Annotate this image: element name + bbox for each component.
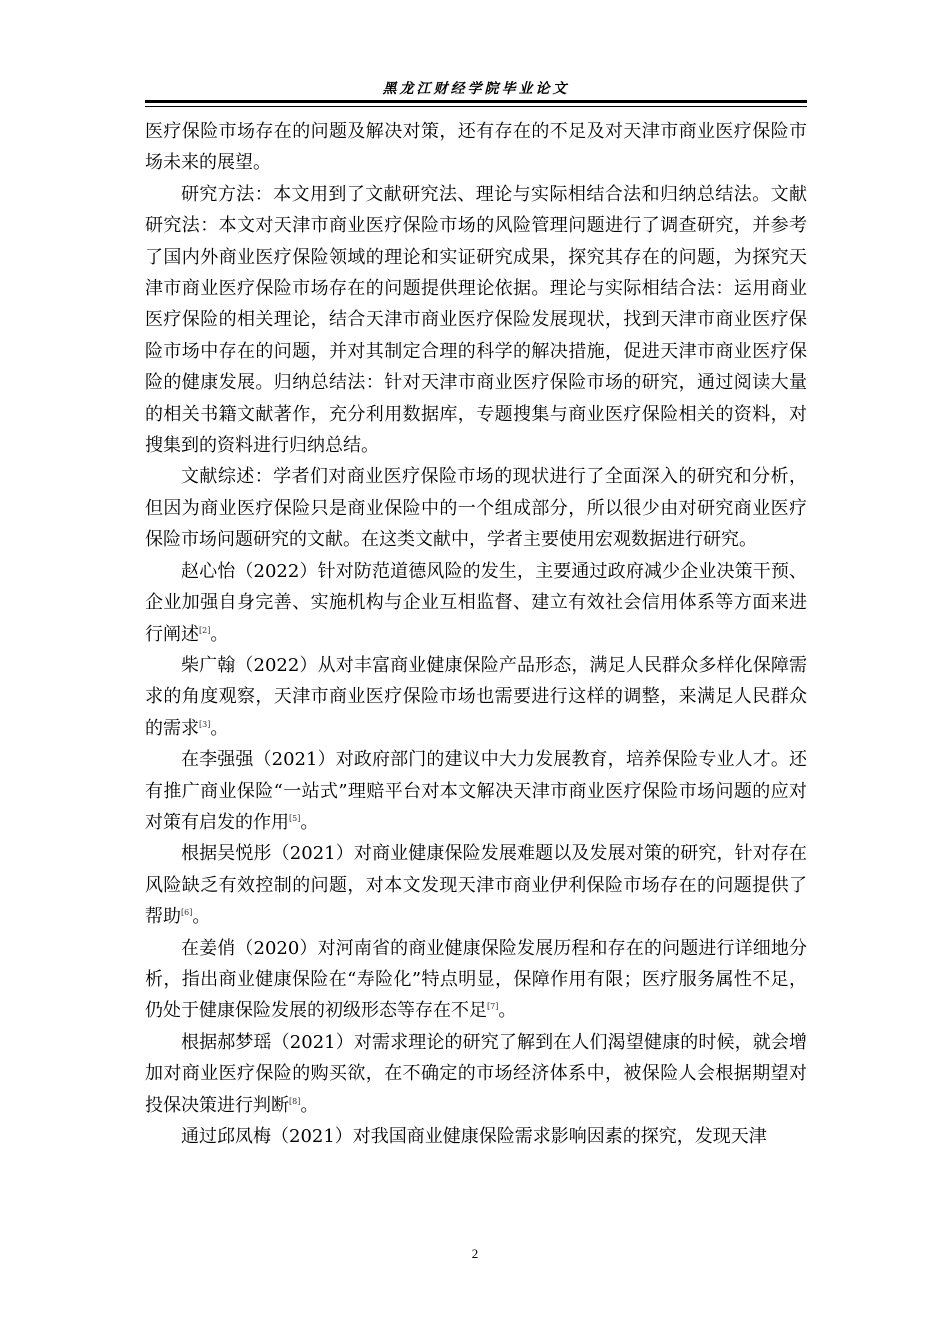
citation-ref[interactable]: [2] <box>199 625 211 635</box>
paragraph-research-methods: 研究方法：本文用到了文献研究法、理论与实际相结合法和归纳总结法。文献研究法：本文对天津市商业医疗保险市场的风险管理问题进行了调查研究，并参考了国内外商业医疗保险领域的理论和实证研究成果，探究其存在的问题，为探究天津市商业医疗保险市场存在的问题提供理论依据。理论与实际相结合法：运用商业医疗保险的相关理论，结合天津市商业医疗保险发展现状，找到天津市商业医疗保险市场中存在的问题，并对其制定合理的科学的解决措施，促进天津市商业医疗保险的健康发展。归纳总结法：针对天津市商业医疗保险市场的研究，通过阅读大量的相关书籍文献著作，充分利用数据库，专题搜集与商业医疗保险相关的资料，对搜集到的资料进行归纳总结。 <box>145 183 807 457</box>
paragraph-continuation: 医疗保险市场存在的问题及解决对策，还有存在的不足及对天津市商业医疗保险市场未来的展望。 <box>145 121 807 174</box>
citation-ref[interactable]: [7] <box>487 1002 499 1012</box>
paragraph-literature-review: 文献综述：学者们对商业医疗保险市场的现状进行了全面深入的研究和分析，但因为商业医疗保险只是商业保险中的一个组成部分，所以很少由对研究商业医疗保险市场问题研究的文献。在这类文献中，学者主要使用宏观数据进行研究。 <box>145 466 807 551</box>
paragraph-hao: 根据郝梦瑶（2021）对需求理论的研究了解到在人们渴望健康的时候，就会增加对商业医疗保险的购买欲，在不确定的市场经济体系中，被保险人会根据期望对投保决策进行判断[8]。 <box>145 1031 807 1116</box>
citation-ref[interactable]: [8] <box>289 1096 301 1106</box>
body-text <box>145 116 807 1152</box>
citation-ref[interactable]: [3] <box>199 719 211 729</box>
paragraph-jiang: 在姜俏（2020）对河南省的商业健康保险发展历程和存在的问题进行详细地分析，指出商业健康保险在“寿险化”特点明显，保障作用有限；医疗服务属性不足，仍处于健康保险发展的初级形态等存在不足[7]。 <box>145 937 807 1022</box>
header-rule-thick <box>145 100 807 103</box>
paragraph-li: 在李强强（2021）对政府部门的建议中大力发展教育，培养保险专业人才。还有推广商业保险“一站式”理赔平台对本文解决天津市商业医疗保险市场问题的应对对策有启发的作用[5]。 <box>145 749 807 833</box>
paragraph-chai: 柴广翰（2022）从对丰富商业健康保险产品形态，满足人民群众多样化保障需求的角度观察，天津市商业医疗保险市场也需要进行这样的调整，来满足人民群众的需求[3]。 <box>145 654 807 739</box>
citation-ref[interactable]: [6] <box>181 908 193 918</box>
paragraph-wu: 根据吴悦彤（2021）对商业健康保险发展难题以及发展对策的研究，针对存在风险缺乏有效控制的问题，对本文发现天津市商业伊利保险市场存在的问题提供了帮助[6]。 <box>145 843 807 928</box>
page-header-title: 黑龙江财经学院毕业论文 <box>382 81 570 97</box>
page-number: 2 <box>471 1246 479 1261</box>
paragraph-zhao: 赵心怡（2022）针对防范道德风险的发生，主要通过政府减少企业决策干预、企业加强自身完善、实施机构与企业互相监督、建立有效社会信用体系等方面来进行阐述[2]。 <box>145 560 807 645</box>
paragraph-qiu: 通过邱凤梅（2021）对我国商业健康保险需求影响因素的探究，发现天津 <box>181 1126 767 1147</box>
header-rule-thin <box>145 106 807 107</box>
citation-ref[interactable]: [5] <box>289 813 301 823</box>
